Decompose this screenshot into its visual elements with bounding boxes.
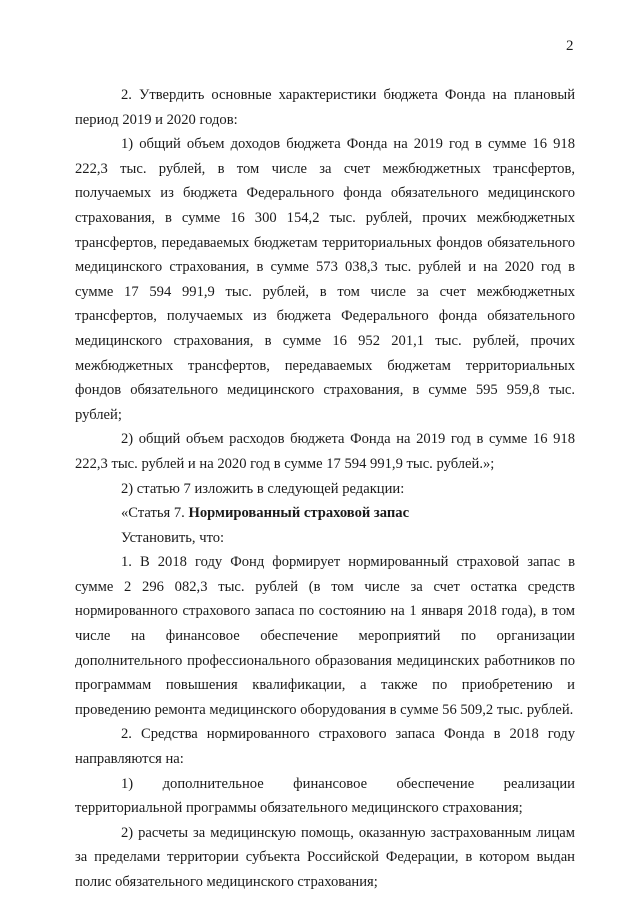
- paragraph-article-7-amend: 2) статью 7 изложить в следующей редакции:: [121, 480, 405, 497]
- paragraph-reserve-formation: 1. В 2018 году Фонд формирует нормированный страховой запас в сумме 2 296 082,3 тыс. рублей (в том числе за счет остатка средств нормированного страхового запаса по состоянию на 1 января 2018 года), в том числе на финансовое обеспечение мероприятий по организации дополнительного профессионального образования медицинских работников по программам повышения квалификации, а также по приобретению и проведению ремонта медицинского оборудования в сумме 56 509,2 тыс. рублей.: [75, 554, 575, 718]
- document-body: [75, 83, 575, 895]
- paragraph-revenue-volume: 1) общий объем доходов бюджета Фонда на 2019 год в сумме 16 918 222,3 тыс. рублей, в том числе за счет межбюджетных трансфертов, получаемых из бюджета Федерального фонда обязательного медицинского страхования, в сумме 16 300 154,2 тыс. рублей, прочих межбюджетных трансфертов, передаваемых бюджетам территориальных фондов обязательного медицинского страхования, в сумме 573 038,3 тыс. рублей и на 2020 год в сумме 17 594 991,9 тыс. рублей, в том числе за счет межбюджетных трансфертов, получаемых из бюджета Федерального фонда обязательного медицинского страхования, в сумме 16 952 201,1 тыс. рублей, прочих межбюджетных трансфертов, передаваемых бюджетам территориальных фондов обязательного медицинского страхования, в сумме 595 959,8 тыс. рублей;: [75, 136, 575, 423]
- paragraph-reserve-direction: 2. Средства нормированного страхового запаса Фонда в 2018 году направляются на:: [75, 726, 575, 768]
- page-number: 2: [566, 38, 574, 54]
- paragraph-settlements: 2) расчеты за медицинскую помощь, оказанную застрахованным лицам за пределами территории субъекта Российской Федерации, в котором выдан полис обязательного медицинского страхования;: [75, 824, 575, 890]
- article-7-prefix: «Статья 7.: [121, 505, 189, 522]
- article-7-heading: [75, 501, 575, 526]
- article-7-title: Нормированный страховой запас: [188, 505, 410, 522]
- paragraph-additional-financing: 1) дополнительное финансовое обеспечение реализации территориальной программы обязательного медицинского страхования;: [75, 775, 575, 817]
- paragraph-2-main-characteristics: 2. Утвердить основные характеристики бюджета Фонда на плановый период 2019 и 2020 годов:: [75, 87, 575, 128]
- paragraph-expense-volume: 2) общий объем расходов бюджета Фонда на 2019 год в сумме 16 918 222,3 тыс. рублей и на 2020 год в сумме 17 594 991,9 тыс. рублей.»;: [75, 431, 575, 472]
- paragraph-establish: Установить, что:: [121, 529, 225, 546]
